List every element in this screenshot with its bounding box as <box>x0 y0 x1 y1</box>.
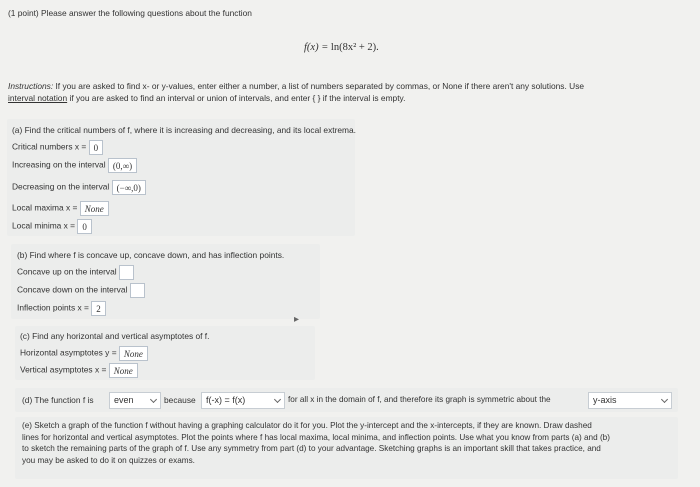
cursor-icon: ▸ <box>294 314 300 325</box>
local-maxima-label: Local maxima x = <box>12 202 78 213</box>
local-minima-label: Local minima x = <box>12 220 76 231</box>
vertical-asymptotes-label: Vertical asymptotes x = <box>20 364 107 375</box>
increasing-label: Increasing on the interval <box>12 159 106 170</box>
local-minima-input[interactable]: 0 <box>77 219 92 234</box>
horizontal-asymptotes-label: Horizontal asymptotes y = <box>20 347 117 358</box>
decreasing-label: Decreasing on the interval <box>12 181 110 192</box>
local-maxima-input[interactable]: None <box>80 201 109 216</box>
inflection-label: Inflection points x = <box>17 302 89 313</box>
function-rhs: ln(8x² + 2). <box>330 42 379 53</box>
chevron-down-icon <box>274 396 281 403</box>
vertical-asymptotes-row <box>20 363 138 378</box>
inflection-row <box>17 301 106 316</box>
increasing-row <box>12 158 137 173</box>
increasing-input[interactable]: (0,∞) <box>108 158 137 173</box>
part-e-line-3: to sketch the remaining parts of the graph of f. Use any symmetry from part (d) to your advantage. Sketching graphs is an important skill that takes practice, and <box>22 444 601 453</box>
local-minima-row <box>12 219 92 234</box>
part-a-question: (a) Find the critical numbers of f, where it is increasing and decreasing, and its local extrema. <box>12 125 356 135</box>
part-c-question: (c) Find any horizontal and vertical asymptotes of f. <box>20 331 210 341</box>
horizontal-asymptotes-row <box>20 346 148 361</box>
parity-select[interactable] <box>109 392 161 409</box>
chevron-down-icon <box>661 396 668 403</box>
part-d-middle: for all x in the domain of f, and therefore its graph is symmetric about the <box>288 395 551 404</box>
axis-select[interactable] <box>588 392 672 409</box>
concave-up-row <box>17 265 134 280</box>
instructions <box>8 81 688 104</box>
instructions-label: Instructions: <box>8 81 54 91</box>
part-e-line-4: you may be asked to do it on quizzes or exams. <box>22 455 195 465</box>
critical-numbers-row <box>12 140 103 155</box>
local-maxima-row <box>12 201 109 216</box>
critical-numbers-input[interactable]: 0 <box>89 140 104 155</box>
part-e-text <box>22 420 674 466</box>
part-d-prefix: (d) The function f is <box>22 395 94 405</box>
concave-up-label: Concave up on the interval <box>17 266 117 277</box>
instructions-text-1: If you are asked to find x- or y-values, enter either a number, a list of numbers separated by commas, or None if there aren't any solutions. Use <box>53 81 585 91</box>
reason-select[interactable] <box>201 392 285 409</box>
part-d-because: because <box>164 395 196 405</box>
concave-up-input[interactable] <box>119 265 134 280</box>
part-e-line-1: (e) Sketch a graph of the function f without having a graphing calculator do it for you. Plot the y-intercept and the x-intercepts, if they are known. Draw dashed <box>22 421 592 430</box>
axis-selected-value: y-axis <box>593 395 617 405</box>
interval-notation-link[interactable]: interval notation <box>8 92 68 103</box>
concave-down-row <box>17 283 145 298</box>
inflection-input[interactable]: 2 <box>91 301 106 316</box>
reason-selected-value: f(-x) = f(x) <box>206 395 246 405</box>
concave-down-input[interactable] <box>130 283 145 298</box>
critical-numbers-label: Critical numbers x = <box>12 141 87 152</box>
function-formula <box>304 42 379 53</box>
function-lhs: f(x) = <box>304 42 331 53</box>
instructions-text-2: if you are asked to find an interval or union of intervals, and enter { } if the interval is empty. <box>67 92 406 103</box>
vertical-asymptotes-input[interactable]: None <box>109 363 138 378</box>
problem-header: (1 point) Please answer the following questions about the function <box>8 8 252 18</box>
parity-selected-value: even <box>114 395 134 405</box>
decreasing-row <box>12 180 146 195</box>
decreasing-input[interactable]: (−∞,0) <box>112 180 146 195</box>
horizontal-asymptotes-input[interactable]: None <box>119 346 148 361</box>
chevron-down-icon <box>150 396 157 403</box>
part-e-line-2: lines for horizontal and vertical asymptotes. Plot the points where f has local maxima, local minima, and inflection points. Use what you know from parts (a) and (b) <box>22 432 610 442</box>
concave-down-label: Concave down on the interval <box>17 284 128 295</box>
part-b-question: (b) Find where f is concave up, concave down, and has inflection points. <box>17 250 285 260</box>
